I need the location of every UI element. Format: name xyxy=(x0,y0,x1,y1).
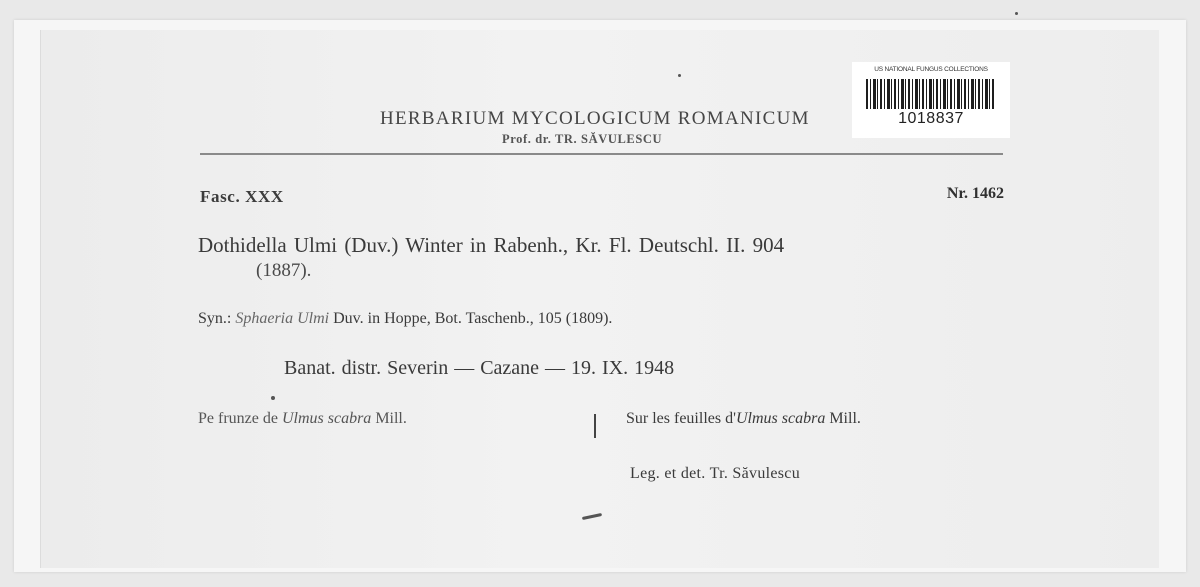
host-ro-name: Ulmus scabra xyxy=(281,410,372,427)
herbarium-subtitle: Prof. dr. TR. SĂVULESCU xyxy=(502,132,663,146)
barcode-label xyxy=(852,62,1010,138)
host-romanian xyxy=(198,410,407,428)
dust-speck xyxy=(1015,12,1018,15)
dust-speck xyxy=(271,396,275,400)
synonym-prefix: Syn.: xyxy=(198,310,232,327)
host-ro-prefix: Pe frunze de xyxy=(198,410,278,427)
host-french xyxy=(626,410,861,428)
host-divider xyxy=(594,414,596,438)
specimen-number: Nr. 1462 xyxy=(946,185,1004,202)
host-fr-prefix: Sur les feuilles d' xyxy=(626,410,736,427)
synonym-name: Sphaeria Ulmi xyxy=(235,310,330,327)
dust-speck xyxy=(678,74,681,77)
host-fr-suffix: Mill. xyxy=(829,410,861,427)
synonym-line xyxy=(198,310,612,328)
species-year: (1887). xyxy=(256,260,312,281)
synonym-citation: Duv. in Hoppe, Bot. Taschenb., 105 (1809). xyxy=(333,310,613,327)
herbarium-title: HERBARIUM MYCOLOGICUM ROMANICUM xyxy=(380,108,810,129)
species-name: Dothidella Ulmi (Duv.) Winter in Rabenh., Kr. Fl. Deutschl. II. 904 xyxy=(198,233,785,257)
host-fr-name: Ulmus scabra xyxy=(735,410,826,427)
host-ro-suffix: Mill. xyxy=(375,410,407,427)
collector-line: Leg. et det. Tr. Săvulescu xyxy=(630,465,801,482)
fascicle-number: Fasc. XXX xyxy=(200,187,284,206)
barcode-number: 1018837 xyxy=(898,110,964,127)
barcode-icon xyxy=(866,79,996,109)
collection-locality: Banat. distr. Severin — Cazane — 19. IX. 1948 xyxy=(284,357,675,379)
header-divider xyxy=(200,153,1003,155)
barcode-caption: US NATIONAL FUNGUS COLLECTIONS xyxy=(874,66,988,73)
